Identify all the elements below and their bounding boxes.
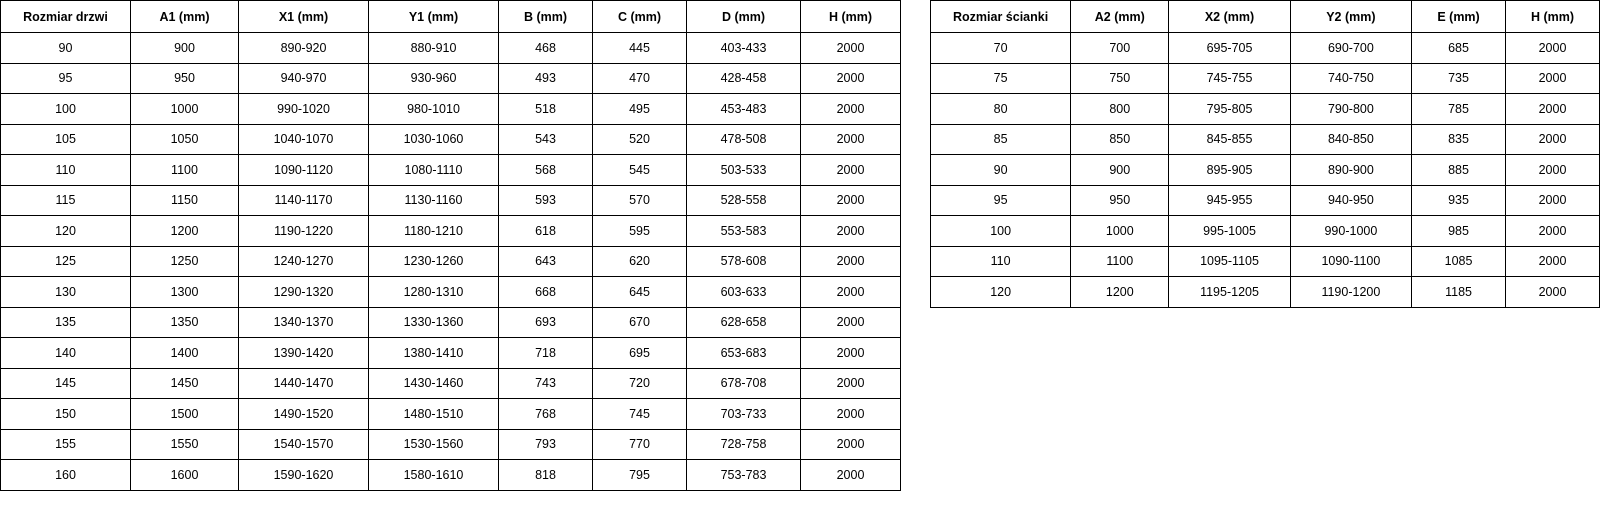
doors-cell: 593: [499, 185, 593, 216]
table-row: [931, 94, 1600, 125]
walls-cell: 800: [1071, 94, 1169, 125]
doors-cell: 795: [593, 460, 687, 491]
table-row: [1, 277, 901, 308]
doors-cell: 1480-1510: [369, 399, 499, 430]
doors-cell: 105: [1, 124, 131, 155]
doors-cell: 1540-1570: [239, 429, 369, 460]
table-header-row: [931, 1, 1600, 33]
doors-cell: 140: [1, 338, 131, 369]
walls-cell: 750: [1071, 63, 1169, 94]
doors-cell: 2000: [801, 399, 901, 430]
doors-cell: 768: [499, 399, 593, 430]
doors-cell: 770: [593, 429, 687, 460]
doors-cell: 693: [499, 307, 593, 338]
walls-cell: 1100: [1071, 246, 1169, 277]
walls-cell: 1200: [1071, 277, 1169, 308]
walls-cell: 80: [931, 94, 1071, 125]
doors-cell: 620: [593, 246, 687, 277]
doors-cell: 1130-1160: [369, 185, 499, 216]
doors-cell: 1550: [131, 429, 239, 460]
doors-cell: 503-533: [687, 155, 801, 186]
walls-cell: 75: [931, 63, 1071, 94]
doors-cell: 90: [1, 33, 131, 64]
doors-column-header: B (mm): [499, 1, 593, 33]
doors-cell: 1290-1320: [239, 277, 369, 308]
doors-cell: 428-458: [687, 63, 801, 94]
walls-column-header: H (mm): [1506, 1, 1600, 33]
doors-cell: 150: [1, 399, 131, 430]
walls-cell: 840-850: [1290, 124, 1411, 155]
doors-cell: 1580-1610: [369, 460, 499, 491]
doors-cell: 570: [593, 185, 687, 216]
doors-cell: 2000: [801, 460, 901, 491]
doors-cell: 130: [1, 277, 131, 308]
table-row: [931, 124, 1600, 155]
doors-column-header: A1 (mm): [131, 1, 239, 33]
doors-cell: 568: [499, 155, 593, 186]
table-row: [931, 33, 1600, 64]
doors-cell: 543: [499, 124, 593, 155]
walls-cell: 835: [1412, 124, 1506, 155]
table-row: [931, 216, 1600, 247]
walls-table-body: [931, 33, 1600, 308]
doors-cell: 1600: [131, 460, 239, 491]
walls-cell: 120: [931, 277, 1071, 308]
doors-cell: 1190-1220: [239, 216, 369, 247]
walls-size-table-container: [930, 0, 1600, 308]
doors-cell: 1240-1270: [239, 246, 369, 277]
table-row: [931, 63, 1600, 94]
walls-cell: 845-855: [1169, 124, 1290, 155]
doors-cell: 155: [1, 429, 131, 460]
walls-cell: 100: [931, 216, 1071, 247]
doors-cell: 980-1010: [369, 94, 499, 125]
doors-cell: 1330-1360: [369, 307, 499, 338]
doors-cell: 2000: [801, 155, 901, 186]
walls-cell: 695-705: [1169, 33, 1290, 64]
doors-cell: 520: [593, 124, 687, 155]
doors-cell: 2000: [801, 124, 901, 155]
walls-column-header: A2 (mm): [1071, 1, 1169, 33]
walls-cell: 745-755: [1169, 63, 1290, 94]
table-header-row: [1, 1, 901, 33]
doors-cell: 2000: [801, 246, 901, 277]
walls-cell: 935: [1412, 185, 1506, 216]
doors-cell: 668: [499, 277, 593, 308]
doors-cell: 1440-1470: [239, 368, 369, 399]
table-row: [931, 155, 1600, 186]
doors-cell: 628-658: [687, 307, 801, 338]
doors-cell: 900: [131, 33, 239, 64]
table-row: [1, 460, 901, 491]
doors-cell: 1150: [131, 185, 239, 216]
walls-cell: 2000: [1506, 277, 1600, 308]
table-row: [1, 216, 901, 247]
doors-cell: 1230-1260: [369, 246, 499, 277]
walls-cell: 900: [1071, 155, 1169, 186]
walls-cell: 2000: [1506, 185, 1600, 216]
doors-cell: 2000: [801, 429, 901, 460]
doors-cell: 545: [593, 155, 687, 186]
walls-column-header: X2 (mm): [1169, 1, 1290, 33]
walls-table-head: [931, 1, 1600, 33]
doors-cell: 1400: [131, 338, 239, 369]
walls-cell: 70: [931, 33, 1071, 64]
doors-cell: 743: [499, 368, 593, 399]
table-row: [1, 429, 901, 460]
walls-cell: 940-950: [1290, 185, 1411, 216]
walls-cell: 1195-1205: [1169, 277, 1290, 308]
walls-size-table: [930, 0, 1600, 308]
table-row: [1, 185, 901, 216]
doors-cell: 120: [1, 216, 131, 247]
doors-cell: 745: [593, 399, 687, 430]
walls-cell: 1000: [1071, 216, 1169, 247]
doors-cell: 930-960: [369, 63, 499, 94]
table-row: [1, 368, 901, 399]
doors-cell: 578-608: [687, 246, 801, 277]
doors-cell: 1390-1420: [239, 338, 369, 369]
table-row: [1, 124, 901, 155]
table-row: [1, 399, 901, 430]
doors-cell: 518: [499, 94, 593, 125]
doors-cell: 1590-1620: [239, 460, 369, 491]
doors-cell: 643: [499, 246, 593, 277]
doors-cell: 990-1020: [239, 94, 369, 125]
doors-cell: 1040-1070: [239, 124, 369, 155]
doors-column-header: C (mm): [593, 1, 687, 33]
doors-cell: 653-683: [687, 338, 801, 369]
walls-cell: 950: [1071, 185, 1169, 216]
doors-cell: 753-783: [687, 460, 801, 491]
doors-cell: 1340-1370: [239, 307, 369, 338]
doors-cell: 595: [593, 216, 687, 247]
walls-cell: 2000: [1506, 33, 1600, 64]
doors-cell: 110: [1, 155, 131, 186]
walls-column-header: Rozmiar ścianki: [931, 1, 1071, 33]
doors-cell: 1200: [131, 216, 239, 247]
doors-column-header: X1 (mm): [239, 1, 369, 33]
table-row: [1, 155, 901, 186]
doors-cell: 453-483: [687, 94, 801, 125]
doors-cell: 603-633: [687, 277, 801, 308]
walls-cell: 995-1005: [1169, 216, 1290, 247]
doors-cell: 1080-1110: [369, 155, 499, 186]
walls-cell: 690-700: [1290, 33, 1411, 64]
walls-cell: 2000: [1506, 63, 1600, 94]
doors-cell: 728-758: [687, 429, 801, 460]
doors-cell: 1180-1210: [369, 216, 499, 247]
doors-cell: 618: [499, 216, 593, 247]
walls-column-header: E (mm): [1412, 1, 1506, 33]
doors-cell: 135: [1, 307, 131, 338]
doors-cell: 670: [593, 307, 687, 338]
doors-cell: 950: [131, 63, 239, 94]
doors-table-head: [1, 1, 901, 33]
doors-cell: 1140-1170: [239, 185, 369, 216]
doors-column-header: Y1 (mm): [369, 1, 499, 33]
walls-cell: 850: [1071, 124, 1169, 155]
doors-cell: 718: [499, 338, 593, 369]
doors-cell: 1090-1120: [239, 155, 369, 186]
doors-column-header: Rozmiar drzwi: [1, 1, 131, 33]
doors-cell: 678-708: [687, 368, 801, 399]
walls-cell: 1190-1200: [1290, 277, 1411, 308]
doors-cell: 495: [593, 94, 687, 125]
walls-cell: 700: [1071, 33, 1169, 64]
doors-cell: 793: [499, 429, 593, 460]
walls-cell: 740-750: [1290, 63, 1411, 94]
walls-cell: 85: [931, 124, 1071, 155]
doors-cell: 645: [593, 277, 687, 308]
doors-cell: 1500: [131, 399, 239, 430]
doors-cell: 100: [1, 94, 131, 125]
walls-cell: 2000: [1506, 124, 1600, 155]
table-row: [1, 307, 901, 338]
doors-cell: 2000: [801, 368, 901, 399]
walls-cell: 890-900: [1290, 155, 1411, 186]
doors-cell: 1380-1410: [369, 338, 499, 369]
table-row: [931, 277, 1600, 308]
table-row: [931, 185, 1600, 216]
walls-cell: 2000: [1506, 216, 1600, 247]
doors-cell: 115: [1, 185, 131, 216]
doors-cell: 403-433: [687, 33, 801, 64]
walls-cell: 95: [931, 185, 1071, 216]
walls-cell: 1185: [1412, 277, 1506, 308]
walls-cell: 885: [1412, 155, 1506, 186]
doors-cell: 2000: [801, 338, 901, 369]
doors-cell: 1300: [131, 277, 239, 308]
doors-column-header: H (mm): [801, 1, 901, 33]
doors-cell: 818: [499, 460, 593, 491]
doors-cell: 2000: [801, 307, 901, 338]
table-row: [1, 33, 901, 64]
walls-cell: 735: [1412, 63, 1506, 94]
doors-cell: 125: [1, 246, 131, 277]
doors-cell: 890-920: [239, 33, 369, 64]
walls-cell: 1085: [1412, 246, 1506, 277]
doors-cell: 528-558: [687, 185, 801, 216]
doors-cell: 145: [1, 368, 131, 399]
walls-cell: 790-800: [1290, 94, 1411, 125]
doors-cell: 1490-1520: [239, 399, 369, 430]
doors-cell: 445: [593, 33, 687, 64]
doors-cell: 1450: [131, 368, 239, 399]
doors-cell: 2000: [801, 216, 901, 247]
walls-cell: 795-805: [1169, 94, 1290, 125]
table-row: [1, 246, 901, 277]
walls-cell: 945-955: [1169, 185, 1290, 216]
walls-cell: 110: [931, 246, 1071, 277]
doors-cell: 2000: [801, 277, 901, 308]
doors-cell: 1280-1310: [369, 277, 499, 308]
walls-cell: 785: [1412, 94, 1506, 125]
walls-cell: 1095-1105: [1169, 246, 1290, 277]
doors-cell: 1030-1060: [369, 124, 499, 155]
doors-column-header: D (mm): [687, 1, 801, 33]
table-row: [1, 94, 901, 125]
doors-cell: 720: [593, 368, 687, 399]
doors-cell: 478-508: [687, 124, 801, 155]
doors-cell: 553-583: [687, 216, 801, 247]
walls-column-header: Y2 (mm): [1290, 1, 1411, 33]
doors-cell: 1100: [131, 155, 239, 186]
doors-cell: 493: [499, 63, 593, 94]
doors-cell: 1050: [131, 124, 239, 155]
doors-cell: 470: [593, 63, 687, 94]
walls-cell: 985: [1412, 216, 1506, 247]
doors-cell: 1530-1560: [369, 429, 499, 460]
table-row: [1, 338, 901, 369]
doors-cell: 703-733: [687, 399, 801, 430]
doors-cell: 2000: [801, 185, 901, 216]
table-row: [1, 63, 901, 94]
doors-cell: 2000: [801, 94, 901, 125]
doors-cell: 95: [1, 63, 131, 94]
doors-cell: 1000: [131, 94, 239, 125]
walls-cell: 990-1000: [1290, 216, 1411, 247]
walls-cell: 2000: [1506, 94, 1600, 125]
doors-cell: 160: [1, 460, 131, 491]
doors-cell: 2000: [801, 33, 901, 64]
table-row: [931, 246, 1600, 277]
doors-cell: 880-910: [369, 33, 499, 64]
doors-cell: 468: [499, 33, 593, 64]
doors-cell: 1250: [131, 246, 239, 277]
doors-cell: 940-970: [239, 63, 369, 94]
walls-cell: 685: [1412, 33, 1506, 64]
walls-cell: 1090-1100: [1290, 246, 1411, 277]
doors-cell: 2000: [801, 63, 901, 94]
doors-table-body: [1, 33, 901, 491]
walls-cell: 2000: [1506, 246, 1600, 277]
walls-cell: 895-905: [1169, 155, 1290, 186]
doors-cell: 1350: [131, 307, 239, 338]
doors-cell: 695: [593, 338, 687, 369]
doors-cell: 1430-1460: [369, 368, 499, 399]
walls-cell: 90: [931, 155, 1071, 186]
walls-cell: 2000: [1506, 155, 1600, 186]
